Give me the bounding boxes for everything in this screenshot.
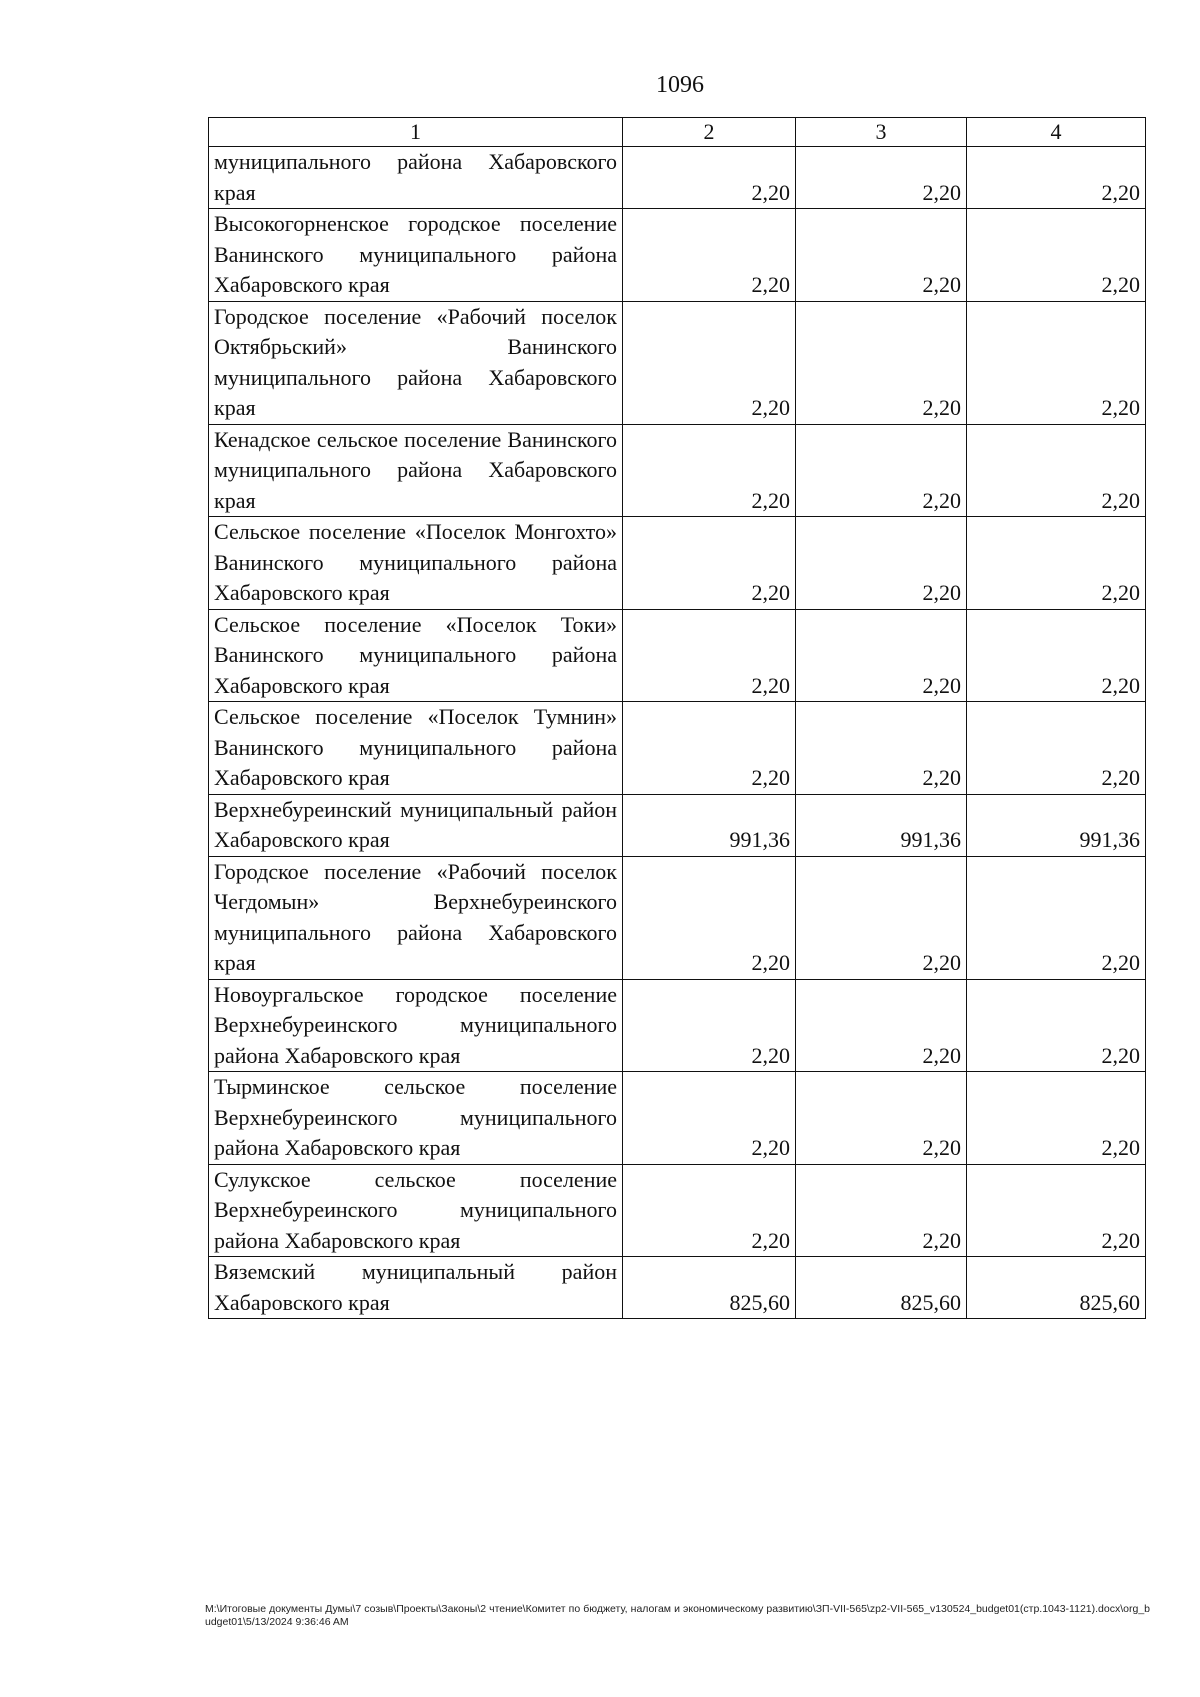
table-row [209,609,1146,702]
row-value-col3: 825,60 [796,1257,967,1319]
row-name: Сельское поселение «Поселок Тумнин» Ванинского муниципального района Хабаровского края [209,702,623,795]
table-header-row [209,118,1146,147]
row-value-col4: 2,20 [967,702,1146,795]
row-value-col2: 2,20 [623,517,796,610]
row-value-col3: 2,20 [796,1164,967,1257]
row-name: Городское поселение «Рабочий поселок Октябрьский» Ванинского муниципального района Хабаровского края [209,301,623,424]
row-value-col2: 2,20 [623,609,796,702]
row-value-col2: 2,20 [623,424,796,517]
document-path-footer: M:\Итоговые документы Думы\7 созыв\Проекты\Законы\2 чтение\Комитет по бюджету, налогам и экономическому развитию\ЗП-VII-565\zp2-VII-565_v130524_budget01(стр.1043-1121).docx\org_budget01\5/13/2024 9:36:46 AM [205,1603,1150,1628]
table-row [209,517,1146,610]
row-value-col4: 991,36 [967,794,1146,856]
row-value-col3: 2,20 [796,609,967,702]
table-row [209,424,1146,517]
table-row [209,794,1146,856]
row-name: Новоургальское городское поселение Верхнебуреинского муниципального района Хабаровского края [209,979,623,1072]
column-header-3: 3 [796,118,967,147]
row-value-col3: 2,20 [796,301,967,424]
row-name: Сельское поселение «Поселок Монгохто» Ванинского муниципального района Хабаровского края [209,517,623,610]
row-value-col3: 2,20 [796,517,967,610]
column-header-4: 4 [967,118,1146,147]
table-row [209,1072,1146,1165]
column-header-1: 1 [209,118,623,147]
row-value-col4: 2,20 [967,856,1146,979]
table-row [209,1164,1146,1257]
row-value-col2: 2,20 [623,209,796,302]
row-value-col3: 2,20 [796,147,967,209]
row-name: Тырминское сельское поселение Верхнебуреинского муниципального района Хабаровского края [209,1072,623,1165]
table-row [209,1257,1146,1319]
row-value-col2: 2,20 [623,979,796,1072]
row-value-col3: 2,20 [796,1072,967,1165]
row-value-col4: 2,20 [967,609,1146,702]
row-value-col2: 2,20 [623,1072,796,1165]
row-name: Сельское поселение «Поселок Токи» Ванинского муниципального района Хабаровского края [209,609,623,702]
row-value-col4: 2,20 [967,979,1146,1072]
row-name: Кенадское сельское поселение Ванинского муниципального района Хабаровского края [209,424,623,517]
column-header-2: 2 [623,118,796,147]
row-name: Высокогорненское городское поселение Ванинского муниципального района Хабаровского края [209,209,623,302]
table-row [209,856,1146,979]
row-value-col3: 2,20 [796,702,967,795]
row-value-col4: 2,20 [967,1164,1146,1257]
table-row [209,301,1146,424]
row-value-col4: 2,20 [967,301,1146,424]
row-value-col4: 2,20 [967,1072,1146,1165]
table-row [209,979,1146,1072]
row-value-col3: 991,36 [796,794,967,856]
row-value-col4: 2,20 [967,517,1146,610]
table-row [209,147,1146,209]
row-value-col4: 2,20 [967,424,1146,517]
row-value-col4: 2,20 [967,147,1146,209]
row-value-col3: 2,20 [796,979,967,1072]
row-name: Сулукское сельское поселение Верхнебуреинского муниципального района Хабаровского края [209,1164,623,1257]
row-name: Городское поселение «Рабочий поселок Чегдомын» Верхнебуреинского муниципального района Хабаровского края [209,856,623,979]
row-name: муниципального района Хабаровского края [209,147,623,209]
row-value-col2: 2,20 [623,702,796,795]
row-value-col2: 825,60 [623,1257,796,1319]
row-value-col3: 2,20 [796,424,967,517]
row-value-col4: 825,60 [967,1257,1146,1319]
row-value-col2: 2,20 [623,856,796,979]
row-value-col3: 2,20 [796,856,967,979]
row-value-col2: 2,20 [623,147,796,209]
row-value-col2: 2,20 [623,1164,796,1257]
row-value-col3: 2,20 [796,209,967,302]
row-value-col2: 991,36 [623,794,796,856]
row-name: Вяземский муниципальный район Хабаровского края [209,1257,623,1319]
table-row [209,702,1146,795]
page-number: 1096 [656,72,704,98]
row-value-col2: 2,20 [623,301,796,424]
table-row [209,209,1146,302]
row-value-col4: 2,20 [967,209,1146,302]
row-name: Верхнебуреинский муниципальный район Хабаровского края [209,794,623,856]
budget-table [208,117,1146,1319]
